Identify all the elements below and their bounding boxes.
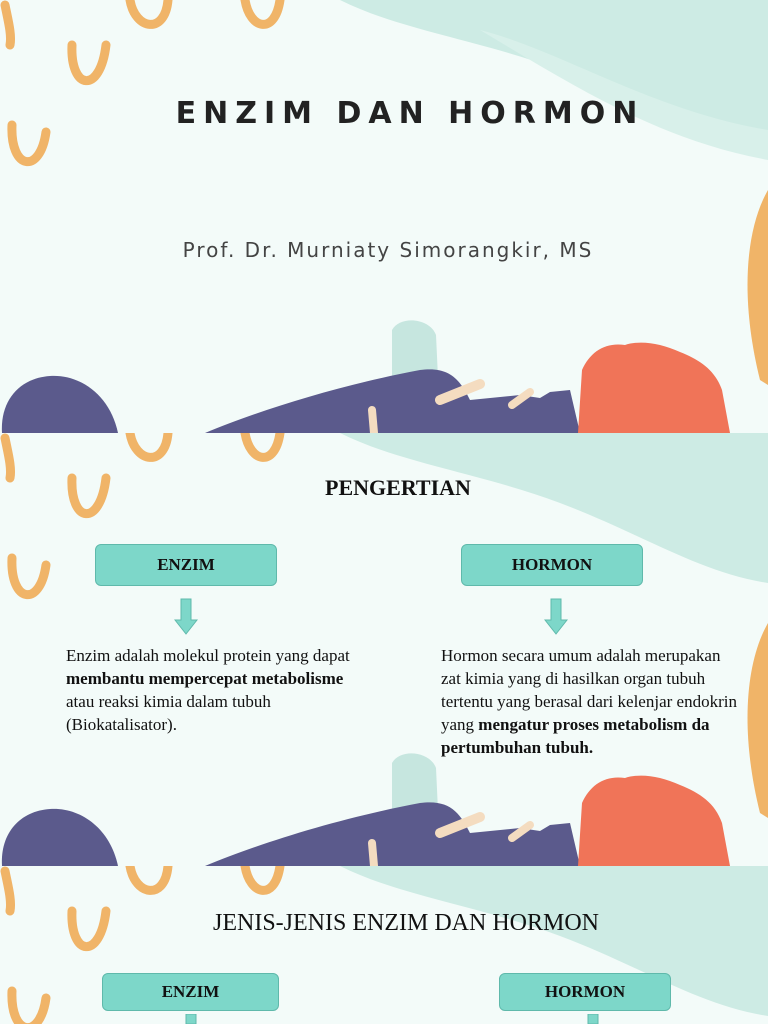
down-arrow-icon <box>174 598 198 636</box>
enzim-definition: Enzim adalah molekul protein yang dapat membantu mempercepat metabolisme atau reaksi kimia dalam tubuh (Biokatalisator). <box>66 646 350 734</box>
slide-jenis-jenis <box>0 866 768 1024</box>
orange-edge-shape <box>748 190 768 385</box>
orange-squiggle <box>5 871 11 911</box>
orange-squiggle <box>130 0 168 24</box>
orange-squiggle <box>130 866 168 890</box>
hormon-box: HORMON <box>499 973 671 1011</box>
hormon-box: HORMON <box>461 544 643 586</box>
down-arrow-icon <box>583 1014 603 1024</box>
down-arrow-icon <box>544 598 568 636</box>
enzim-box: ENZIM <box>95 544 277 586</box>
down-arrow-icon <box>181 1014 201 1024</box>
cream-stroke <box>372 410 374 433</box>
enzim-box: ENZIM <box>102 973 279 1011</box>
navy-blob <box>2 376 118 433</box>
orange-squiggle <box>12 558 46 595</box>
orange-squiggle <box>130 433 168 457</box>
presentation-title: ENZIM DAN HORMON <box>175 96 645 131</box>
section-heading: PENGERTIAN <box>325 475 471 500</box>
orange-squiggle <box>5 5 11 45</box>
coral-blob <box>578 343 730 433</box>
orange-edge-shape <box>748 623 768 818</box>
orange-squiggle <box>245 433 280 457</box>
coral-blob <box>578 776 730 866</box>
slide-decoration <box>0 0 768 433</box>
orange-squiggle <box>245 0 280 24</box>
slide-title <box>0 0 768 433</box>
section-heading: JENIS-JENIS ENZIM DAN HORMON <box>213 910 599 936</box>
orange-squiggle <box>5 438 11 478</box>
orange-squiggle <box>12 991 46 1024</box>
hormon-definition: Hormon secara umum adalah merupakan zat kimia yang di hasilkan organ tubuh tertentu yang berasal dari kelenjar endokrin yang mengatur proses metabolism da pertumbuhan tubuh. <box>441 646 737 757</box>
orange-squiggle <box>72 45 106 81</box>
orange-squiggle <box>245 866 280 890</box>
navy-blob <box>2 809 118 866</box>
cream-stroke <box>372 843 374 866</box>
author-name: Prof. Dr. Murniaty Simorangkir, MS <box>182 238 594 262</box>
slide-pengertian <box>0 433 768 866</box>
